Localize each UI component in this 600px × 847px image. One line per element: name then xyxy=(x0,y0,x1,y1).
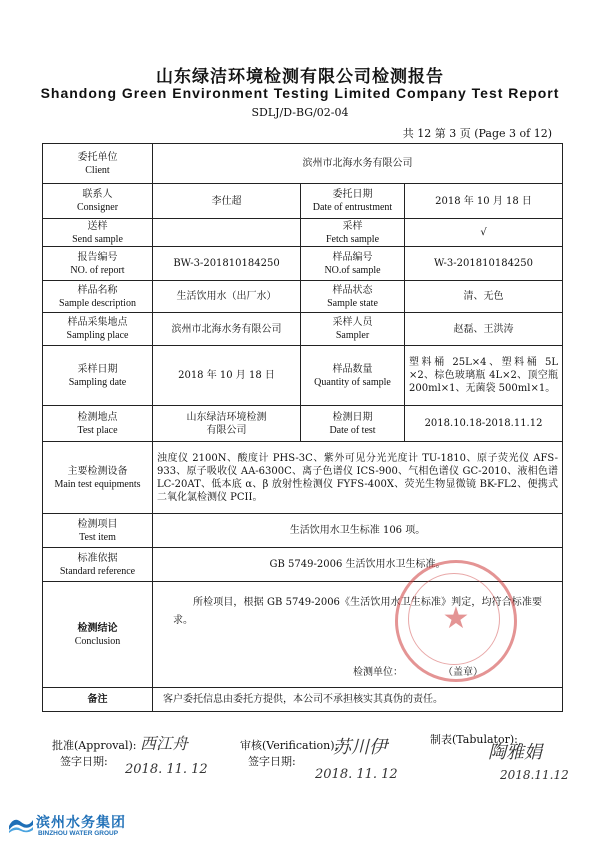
send-sample-label-cn: 送样 xyxy=(87,220,108,232)
entrust-date-label-en: Date of entrustment xyxy=(312,202,393,213)
standard-value: GB 5749-2006 生活饮用水卫生标准。 xyxy=(153,548,563,582)
quantity-value: 塑料桶 25L×4、塑料桶 5L ×2、棕色玻璃瓶 4L×2、顶空瓶 200ml×1、无菌袋 500ml×1。 xyxy=(405,346,563,406)
sample-desc-value: 生活饮用水（出厂水） xyxy=(153,281,301,313)
report-no-value: BW-3-201810184250 xyxy=(153,247,301,281)
consigner-label-en: Consigner xyxy=(76,202,119,213)
sampling-date-label-cn: 采样日期 xyxy=(77,363,118,375)
test-date-label-cn: 检测日期 xyxy=(332,411,373,423)
quantity-label-cn: 样品数量 xyxy=(332,363,373,375)
sample-state-label-en: Sample state xyxy=(327,297,378,309)
standard-label-en: Standard reference xyxy=(59,565,136,577)
entrust-date-label-cn: 委托日期 xyxy=(332,189,373,200)
remarks-label xyxy=(43,688,153,712)
remarks-value: 客户委托信息由委托方提供，本公司不承担核实其真伪的责任。 xyxy=(153,688,563,712)
seal-star-icon: ★ xyxy=(442,601,470,636)
sample-no-label xyxy=(301,247,405,281)
sampling-place-label-en: Sampling place xyxy=(66,330,129,341)
tabulator-label: 制表(Tabulator): xyxy=(430,733,518,746)
approval-signature: 西江舟 xyxy=(140,734,189,753)
sample-no-label-cn: 样品编号 xyxy=(332,251,373,263)
sample-state-label xyxy=(301,281,405,313)
report-no-label xyxy=(43,247,153,281)
sampling-place-label xyxy=(43,313,153,346)
fetch-sample-label-en: Fetch sample xyxy=(325,233,380,245)
logo-name-cn: 滨州水务集团 xyxy=(36,815,126,831)
tabulator-signature: 陶雅娟 xyxy=(488,742,542,763)
page-info: 共 12 第 3 页 (Page 3 of 12) xyxy=(402,127,552,140)
test-item-label xyxy=(43,514,153,548)
logo-name-en: BINZHOU WATER GROUP xyxy=(38,830,119,837)
row-remarks xyxy=(43,688,563,712)
row-consigner xyxy=(43,184,563,219)
fetch-sample-label-cn: 采样 xyxy=(342,220,363,232)
conclusion-label-cn: 检测结论 xyxy=(77,622,118,634)
standard-label-cn: 标准依据 xyxy=(77,552,118,564)
row-numbers xyxy=(43,247,563,281)
sampler-value: 赵磊、王洪涛 xyxy=(405,313,563,346)
sample-desc-label xyxy=(43,281,153,313)
sampler-label xyxy=(301,313,405,346)
test-item-label-en: Test item xyxy=(79,531,116,543)
verification-date-label: 签字日期: xyxy=(248,755,296,768)
equipment-label-en: Main test equipments xyxy=(54,478,141,490)
client-label-cn: 委托单位 xyxy=(77,151,118,163)
sampling-date-label-en: Sampling date xyxy=(68,376,127,388)
report-title-cn: 山东绿洁环境检测有限公司检测报告 xyxy=(156,67,444,87)
equipment-label xyxy=(43,442,153,514)
sample-no-label-en: NO.of sample xyxy=(324,264,381,276)
report-no-label-en: NO. of report xyxy=(70,264,125,276)
equipment-label-cn: 主要检测设备 xyxy=(67,465,128,477)
sampling-place-label-cn: 样品采集地点 xyxy=(67,317,128,328)
sample-no-value: W-3-201810184250 xyxy=(405,247,563,281)
conclusion-label xyxy=(43,582,153,688)
row-sample-desc xyxy=(43,281,563,313)
document-number: SDLJ/D-BG/02-04 xyxy=(251,106,349,119)
sample-desc-label-cn: 样品名称 xyxy=(77,284,118,296)
tabulator-date: 2018.11.12 xyxy=(500,768,569,782)
water-wave-icon xyxy=(8,814,34,834)
sampling-place-value: 滨州市北海水务有限公司 xyxy=(153,313,301,346)
entrust-date-label xyxy=(301,184,405,219)
equipment-value: 浊度仪 2100N、酸度计 PHS-3C、紫外可见分光光度计 TU-1810、原子荧光仪 AFS-933、原子吸收仪 AA-6300C、离子色谱仪 ICS-900、气相色谱仪 GC-2010、液相色谱 LC-20AT、低本底 α、β 放射性检测仪 FYFS-400X、荧光生物显微镜 BK-FL2、便携式二氧化氯检测仪 PCII。 xyxy=(153,442,563,514)
verification-label: 审核(Verification): xyxy=(240,739,339,752)
consigner-value: 李仕超 xyxy=(153,184,301,219)
row-sampling-date xyxy=(43,346,563,406)
client-label-en: Client xyxy=(85,164,110,176)
client-value: 滨州市北海水务有限公司 xyxy=(153,144,563,184)
test-place-label-cn: 检测地点 xyxy=(77,411,118,423)
conclusion-text: 所检项目，根据 GB 5749-2006《生活饮用水卫生标准》判定，均符合标准要求。 xyxy=(173,597,543,626)
send-sample-value xyxy=(153,219,301,247)
verification-signature: 苏川伊 xyxy=(333,737,387,758)
send-sample-label xyxy=(43,219,153,247)
company-logo xyxy=(8,812,148,842)
sampler-label-cn: 采样人员 xyxy=(332,317,373,328)
test-place-value-line1: 山东绿洁环境检测 xyxy=(186,411,267,423)
quantity-label-en: Quantity of sample xyxy=(314,376,391,388)
consigner-label xyxy=(43,184,153,219)
test-unit-label: 检测单位： xyxy=(353,667,403,678)
approval-date: 2018. 11. 12 xyxy=(125,762,208,777)
test-item-value: 生活饮用水卫生标准 106 项。 xyxy=(153,514,563,548)
consigner-label-cn: 联系人 xyxy=(82,189,113,200)
sampling-date-label xyxy=(43,346,153,406)
test-date-label xyxy=(301,406,405,442)
sampler-label-en: Sampler xyxy=(335,330,370,341)
quantity-label xyxy=(301,346,405,406)
standard-label xyxy=(43,548,153,582)
test-item-label-cn: 检测项目 xyxy=(77,518,118,530)
test-date-value: 2018.10.18-2018.11.12 xyxy=(405,406,563,442)
client-label xyxy=(43,144,153,184)
sample-state-value: 清、无色 xyxy=(405,281,563,313)
test-place-value xyxy=(153,406,301,442)
fetch-sample-check: √ xyxy=(405,219,563,247)
sampling-date-value: 2018 年 10 月 18 日 xyxy=(153,346,301,406)
approval-date-label: 签字日期: xyxy=(60,755,108,768)
row-sample-method xyxy=(43,219,563,247)
row-test-place xyxy=(43,406,563,442)
seal-label: （盖章） xyxy=(443,667,483,678)
report-title-en: Shandong Green Environment Testing Limited Company Test Report xyxy=(40,85,560,101)
test-place-label xyxy=(43,406,153,442)
send-sample-label-en: Send sample xyxy=(72,233,123,245)
sample-desc-label-en: Sample description xyxy=(59,297,136,309)
report-no-label-cn: 报告编号 xyxy=(77,251,118,263)
test-place-label-en: Test place xyxy=(77,424,118,436)
test-place-value-line2: 有限公司 xyxy=(206,424,247,436)
row-client xyxy=(43,144,563,184)
row-sampling-place xyxy=(43,313,563,346)
fetch-sample-label xyxy=(301,219,405,247)
official-seal xyxy=(395,560,517,682)
entrust-date-value: 2018 年 10 月 18 日 xyxy=(405,184,563,219)
remarks-label-cn: 备注 xyxy=(87,694,108,705)
row-test-item xyxy=(43,514,563,548)
test-date-label-en: Date of test xyxy=(329,424,376,436)
verification-date: 2018. 11. 12 xyxy=(315,767,398,782)
row-equipment xyxy=(43,442,563,514)
approval-label: 批准(Approval): xyxy=(52,739,137,752)
conclusion-label-en: Conclusion xyxy=(74,635,121,647)
sample-state-label-cn: 样品状态 xyxy=(332,284,373,296)
